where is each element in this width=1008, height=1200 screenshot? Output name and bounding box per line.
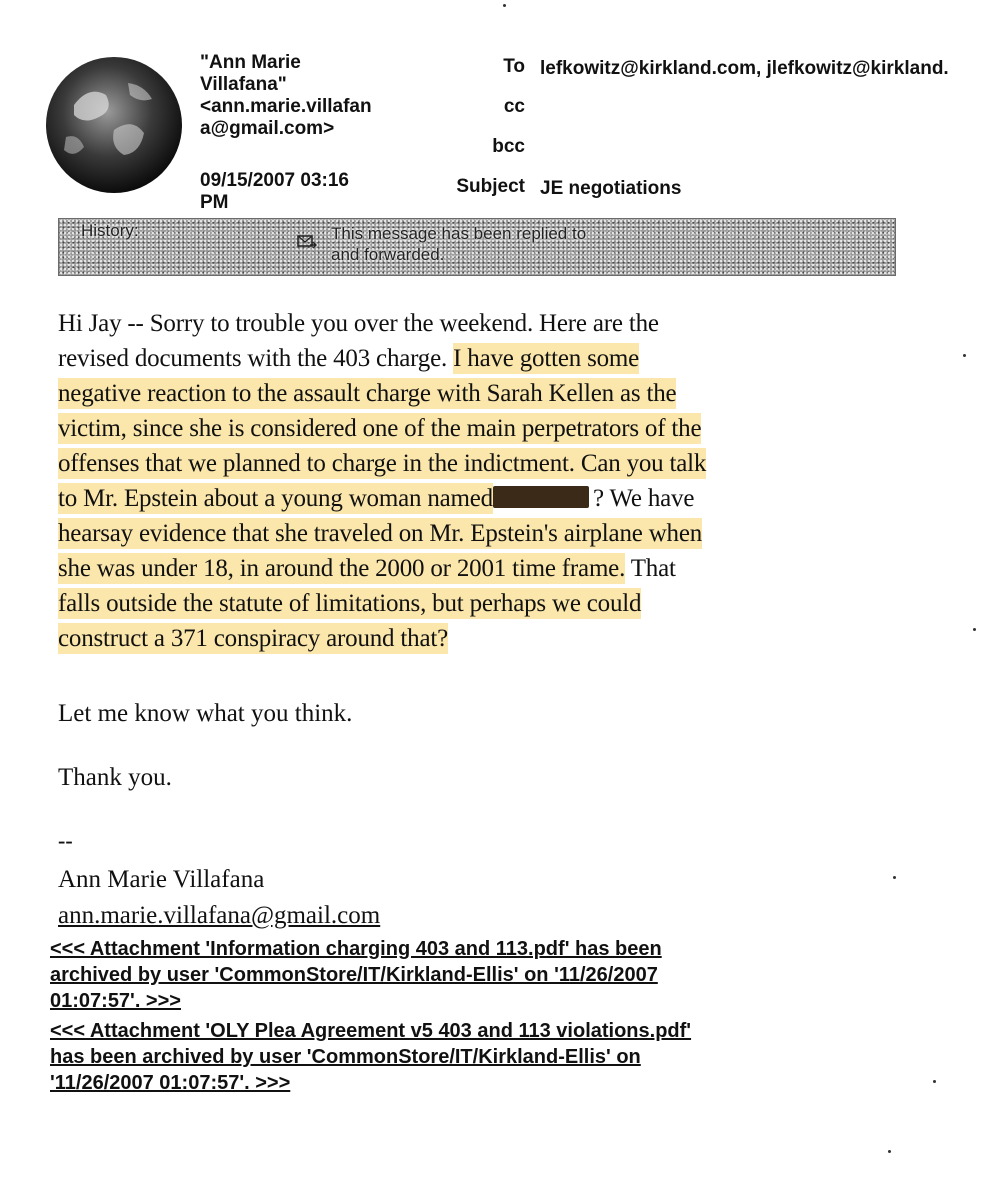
attachment-line: 01:07:57'. >>> <box>50 990 181 1012</box>
email-body <box>58 306 938 656</box>
signature-separator: -- <box>58 828 73 853</box>
body-line <box>58 621 938 656</box>
body-line <box>58 551 938 586</box>
highlighted-text: to Mr. Epstein about a young woman named <box>58 485 493 512</box>
body-line <box>58 586 938 621</box>
attachment-line: archived by user 'CommonStore/IT/Kirkland-Ellis' on '11/26/2007 <box>50 964 658 986</box>
history-bar <box>58 218 896 276</box>
closing-line: Let me know what you think. <box>58 700 353 727</box>
scan-speck <box>888 1150 891 1153</box>
body-line <box>58 341 938 376</box>
sender-avatar <box>44 55 184 195</box>
sent-date <box>200 170 420 214</box>
sender-block <box>200 52 430 140</box>
signature-name: Ann Marie Villafana <box>58 866 265 893</box>
attachment-line: <<< Attachment 'OLY Plea Agreement v5 403 and 113 violations.pdf' <box>50 1020 692 1042</box>
history-text <box>331 223 586 265</box>
bcc-label: bcc <box>492 136 525 157</box>
sent-date-line: 09/15/2007 03:16 <box>200 170 349 191</box>
to-label: To <box>503 56 525 77</box>
scan-speck <box>963 354 966 357</box>
attachment-notice[interactable] <box>50 1018 890 1096</box>
history-label: History: <box>81 221 139 240</box>
attachment-line: '11/26/2007 01:07:57'. >>> <box>50 1072 291 1094</box>
body-text: That <box>625 555 676 582</box>
body-line <box>58 376 938 411</box>
sender-line: <ann.marie.villafan <box>200 96 372 117</box>
body-line <box>58 411 938 446</box>
highlighted-text: negative reaction to the assault charge with Sarah Kellen as the <box>58 380 677 407</box>
highlighted-text: I have gotten some <box>453 345 640 372</box>
attachment-line: <<< Attachment 'Information charging 403 and 113.pdf' has been <box>50 938 662 960</box>
signature-email-link[interactable]: ann.marie.villafana@gmail.com <box>58 902 381 929</box>
scan-speck <box>973 628 976 631</box>
body-line: Hi Jay -- Sorry to trouble you over the weekend. Here are the <box>58 310 659 337</box>
to-recipients: lefkowitz@kirkland.com, jlefkowitz@kirkland. <box>540 58 949 79</box>
sent-time-line: PM <box>200 192 229 213</box>
highlighted-text: hearsay evidence that she traveled on Mr. Epstein's airplane when <box>58 520 703 547</box>
highlighted-text: offenses that we planned to charge in the indictment. <box>58 450 575 477</box>
body-text: revised documents with the 403 charge. <box>58 345 454 372</box>
body-text: ? We have <box>592 485 695 512</box>
subject-value: JE negotiations <box>540 178 682 199</box>
body-line <box>58 446 938 481</box>
body-line <box>58 481 938 516</box>
cc-label: cc <box>503 96 525 117</box>
attachment-notice[interactable] <box>50 936 890 1014</box>
scan-speck <box>503 4 506 7</box>
sender-line: "Ann Marie <box>200 52 301 73</box>
highlighted-text: she was under 18, in around the 2000 or 2001 time frame. <box>58 555 626 582</box>
history-text-line: This message has been replied to <box>331 224 587 243</box>
subject-label: Subject <box>456 176 525 197</box>
scan-speck <box>893 876 896 879</box>
closing-thanks: Thank you. <box>58 764 172 791</box>
sender-line: Villafana" <box>200 74 287 95</box>
highlighted-text: falls outside the statute of limitations, but perhaps we could <box>58 590 642 617</box>
history-text-line: and forwarded. <box>331 245 445 264</box>
highlighted-text: victim, since she is considered one of the main perpetrators of the <box>58 415 702 442</box>
redaction-box <box>493 486 589 508</box>
highlighted-text: Can you talk <box>574 450 707 477</box>
body-line <box>58 516 938 551</box>
scan-speck <box>933 1080 936 1083</box>
sender-line: a@gmail.com> <box>200 118 335 139</box>
attachment-line: has been archived by user 'CommonStore/IT/Kirkland-Ellis' on <box>50 1046 641 1068</box>
highlighted-text: construct a 371 conspiracy around that? <box>58 625 448 652</box>
reply-forward-icon <box>297 233 317 249</box>
